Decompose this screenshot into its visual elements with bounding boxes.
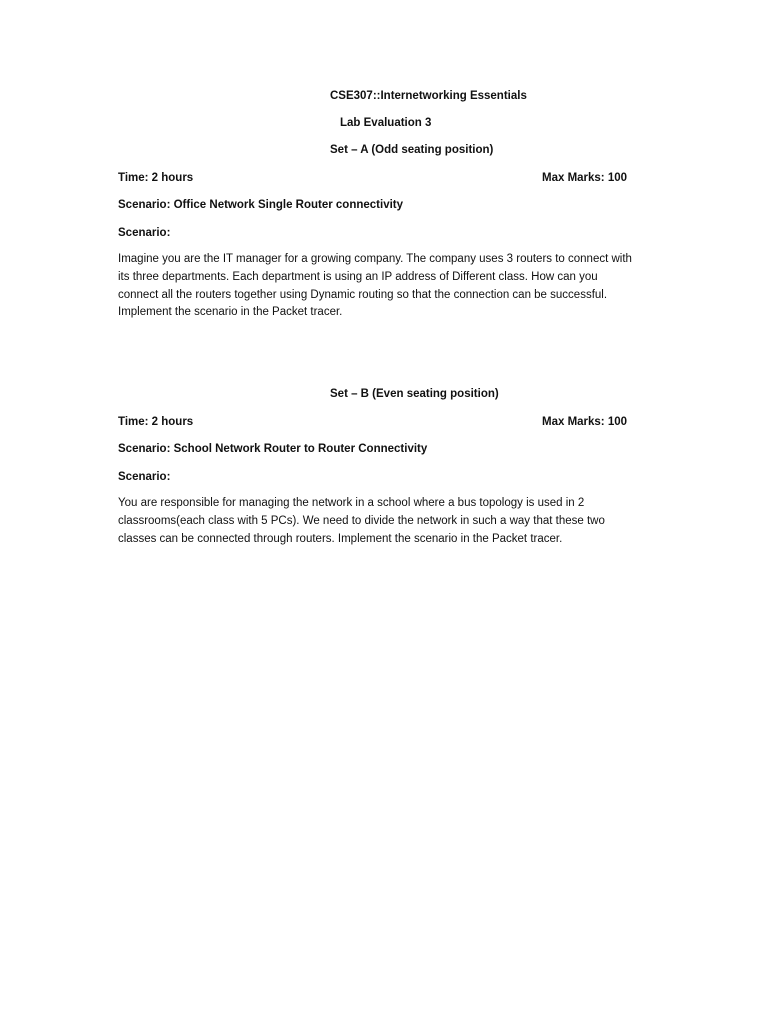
set-b-scenario-label: Scenario: — [118, 471, 171, 483]
set-a-scenario-line: its three departments. Each department is using an IP address of Different class. How can you — [118, 270, 598, 283]
evaluation-title: Lab Evaluation 3 — [340, 117, 432, 129]
set-b-scenario-line: You are responsible for managing the network in a school where a bus topology is used in 2 — [118, 497, 585, 509]
set-b-scenario-text — [118, 495, 658, 548]
set-a-heading: Set – A (Odd seating position) — [330, 144, 494, 156]
set-a-max-marks: Max Marks: 100 — [542, 172, 628, 184]
set-a-scenario-label: Scenario: — [118, 227, 171, 239]
set-b-scenario-line: classrooms(each class with 5 PCs). We need to divide the network in such a way that these two — [118, 514, 605, 527]
set-b-max-marks: Max Marks: 100 — [542, 416, 628, 428]
set-b-heading: Set – B (Even seating position) — [330, 388, 499, 400]
set-a-scenario-line: Implement the scenario in the Packet tracer. — [118, 306, 343, 319]
set-a-scenario-text — [118, 251, 658, 322]
set-b-scenario-line: classes can be connected through routers. Implement the scenario in the Packet tracer. — [118, 532, 563, 545]
set-a-scenario-line: connect all the routers together using Dynamic routing so that the connection can be successful. — [118, 288, 608, 301]
set-a-scenario-line: Imagine you are the IT manager for a growing company. The company uses 3 routers to connect with — [118, 253, 632, 265]
set-b-scenario-title: Scenario: School Network Router to Router Connectivity — [118, 443, 428, 455]
set-b-time: Time: 2 hours — [118, 416, 194, 428]
course-title: CSE307::Internetworking Essentials — [330, 90, 527, 102]
set-a-scenario-title: Scenario: Office Network Single Router connectivity — [118, 199, 404, 211]
set-a-time: Time: 2 hours — [118, 172, 194, 184]
